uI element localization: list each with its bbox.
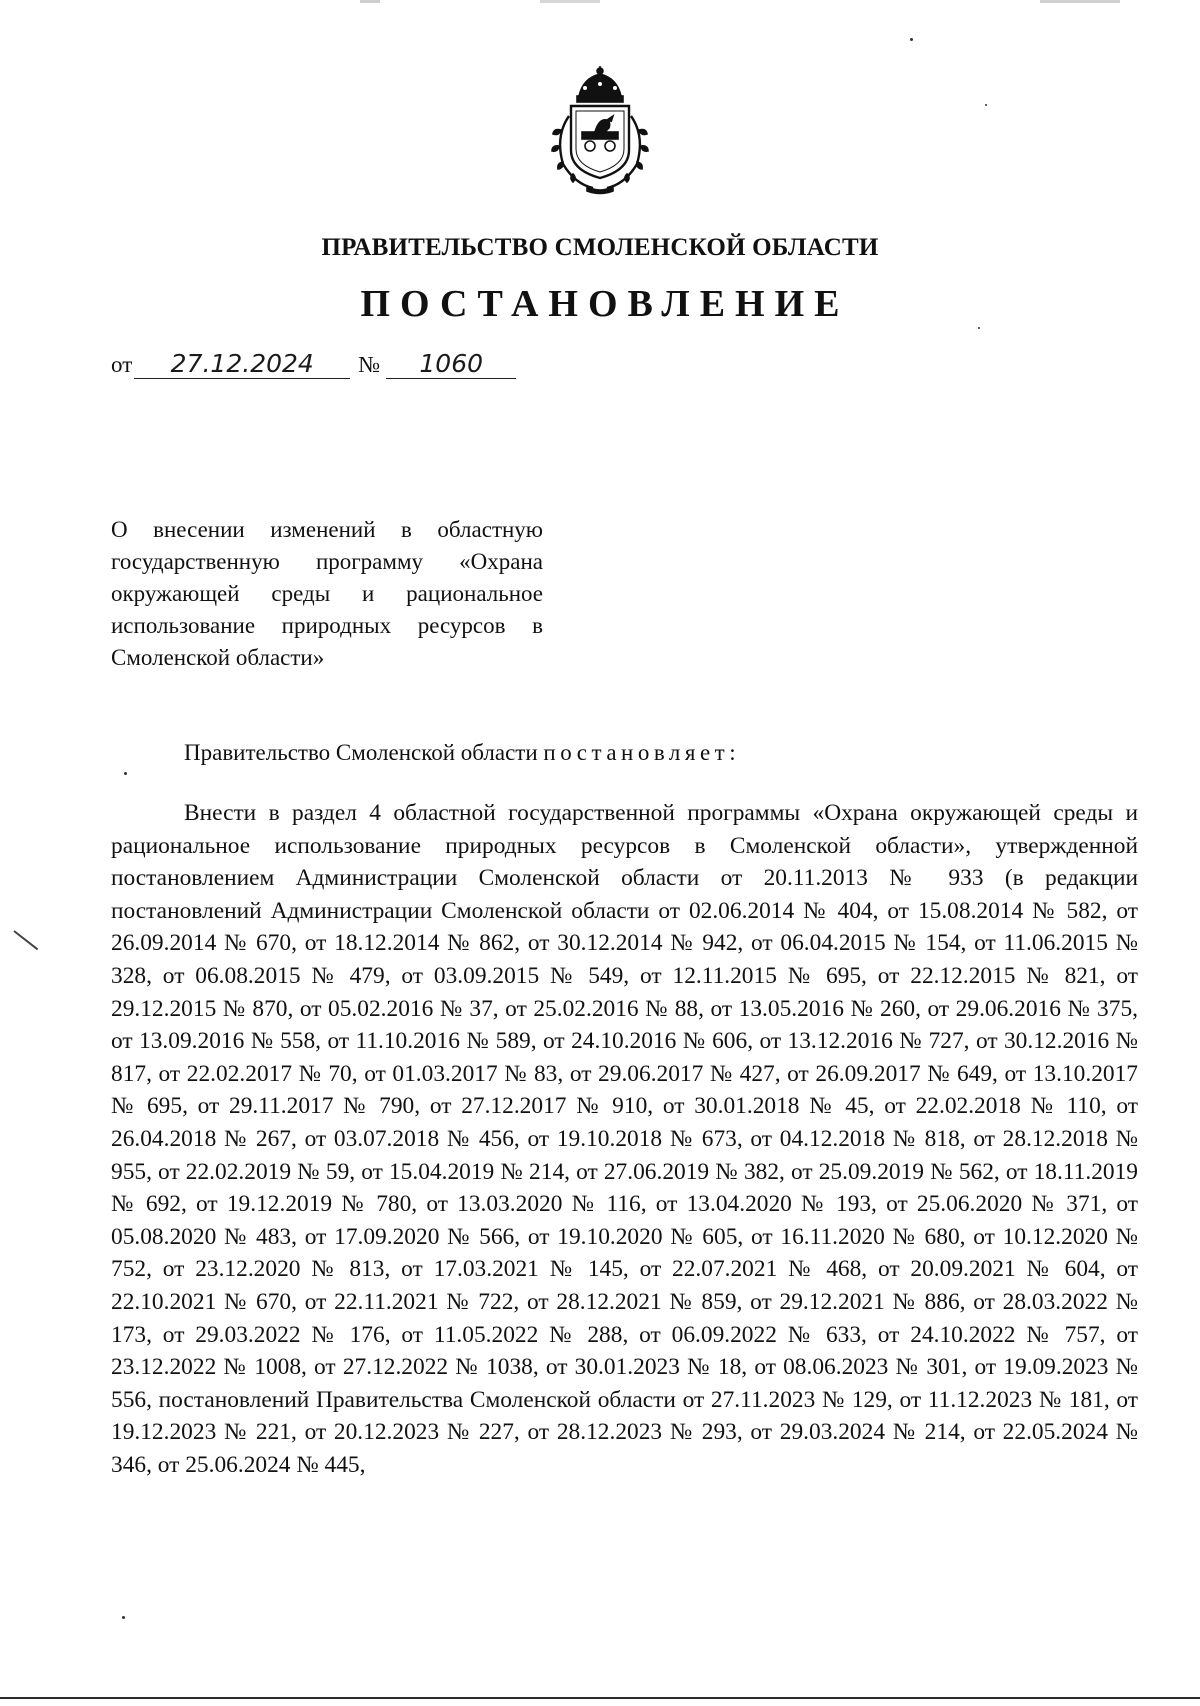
scan-artifact-top bbox=[0, 0, 1200, 3]
organization-title: ПРАВИТЕЛЬСТВО СМОЛЕНСКОЙ ОБЛАСТИ bbox=[321, 234, 879, 261]
scan-speck bbox=[122, 1616, 125, 1619]
scan-speck bbox=[985, 104, 987, 106]
body-paragraph: Внести в раздел 4 областной государственной программы «Охрана окружающей среды и рациональное использование природных ресурсов в Смоленской области», утвержденной постановлением Администрации Смоленской области от 20.11.2013 № 933 (в редакции постановлений Администрации Смоленской области от 02.06.2014 № 404, от 15.08.2014 № 582, от 26.09.2014 № 670, от 18.12.2014 № 862, от 30.12.2014 № 942, от 06.04.2015 № 154, от 11.06.2015 № 328, от 06.08.2015 № 479, от 03.09.2015 № 549, от 12.11.2015 № 695, от 22.12.2015 № 821, от 29.12.2015 № 870, от 05.02.2016 № 37, от 25.02.2016 № 88, от 13.05.2016 № 260, от 29.06.2016 № 375, от 13.09.2016 № 558, от 11.10.2016 № 589, от 24.10.2016 № 606, от 13.12.2016 № 727, от 30.12.2016 № 817, от 22.02.2017 № 70, от 01.03.2017 № 83, от 29.06.2017 № 427, от 26.09.2017 № 649, от 13.10.2017 № 695, от 29.11.2017 № 790, от 27.12.2017 № 910, от 30.01.2018 № 45, от 22.02.2018 № 110, от 26.04.2018 № 267, от 03.07.2018 № 456, от 19.10.2018 № 673, от 04.12.2018 № 818, от 28.12.2018 № 955, от 22.02.2019 № 59, от 15.04.2019 № 214, от 27.06.2019 № 382, от 25.09.2019 № 562, от 18.11.2019 № 692, от 19.12.2019 № 780, от 13.03.2020 № 116, от 13.04.2020 № 193, от 25.06.2020 № 371, от 05.08.2020 № 483, от 17.09.2020 № 566, от 19.10.2020 № 605, от 16.11.2020 № 680, от 10.12.2020 № 752, от 23.12.2020 № 813, от 17.03.2021 № 145, от 22.07.2021 № 468, от 20.09.2021 № 604, от 22.10.2021 № 670, от 22.11.2021 № 722, от 28.12.2021 № 859, от 29.12.2021 № 886, от 28.03.2022 № 173, от 29.03.2022 № 176, от 11.05.2022 № 288, от 06.09.2022 № 633, от 24.10.2022 № 757, от 23.12.2022 № 1008, от 27.12.2022 № 1038, от 30.01.2023 № 18, от 08.06.2023 № 301, от 19.09.2023 № 556, постановлений Правительства Смоленской области от 27.11.2023 № 129, от 11.12.2023 № 181, от 19.12.2023 № 221, от 20.12.2023 № 227, от 28.12.2023 № 293, от 29.03.2024 № 214, от 22.05.2024 № 346, от 25.06.2024 № 445, bbox=[111, 800, 1138, 1478]
number-prefix: № bbox=[358, 352, 381, 377]
document-subject: О внесении изменений в областную государственную программу «Охрана окружающей среды и рациональное использование природных ресурсов в Смоленской области» bbox=[111, 517, 543, 670]
preamble-lead: Правительство Смоленской области bbox=[184, 740, 538, 765]
registration-line bbox=[111, 350, 516, 379]
scan-speck bbox=[910, 38, 913, 41]
scan-artifact-bottom bbox=[0, 1697, 1200, 1699]
coat-of-arms-emblem bbox=[549, 66, 651, 196]
number-value: 1060 bbox=[386, 350, 516, 379]
date-value: 27.12.2024 bbox=[134, 350, 350, 379]
document-type-title: ПОСТАНОВЛЕНИЕ bbox=[360, 283, 850, 325]
scan-scratch bbox=[13, 930, 38, 950]
preamble-decree-word: постановляет: bbox=[543, 740, 741, 765]
preamble bbox=[184, 740, 740, 766]
scan-speck bbox=[978, 327, 980, 329]
date-prefix: от bbox=[111, 352, 133, 377]
scan-speck bbox=[124, 772, 127, 775]
